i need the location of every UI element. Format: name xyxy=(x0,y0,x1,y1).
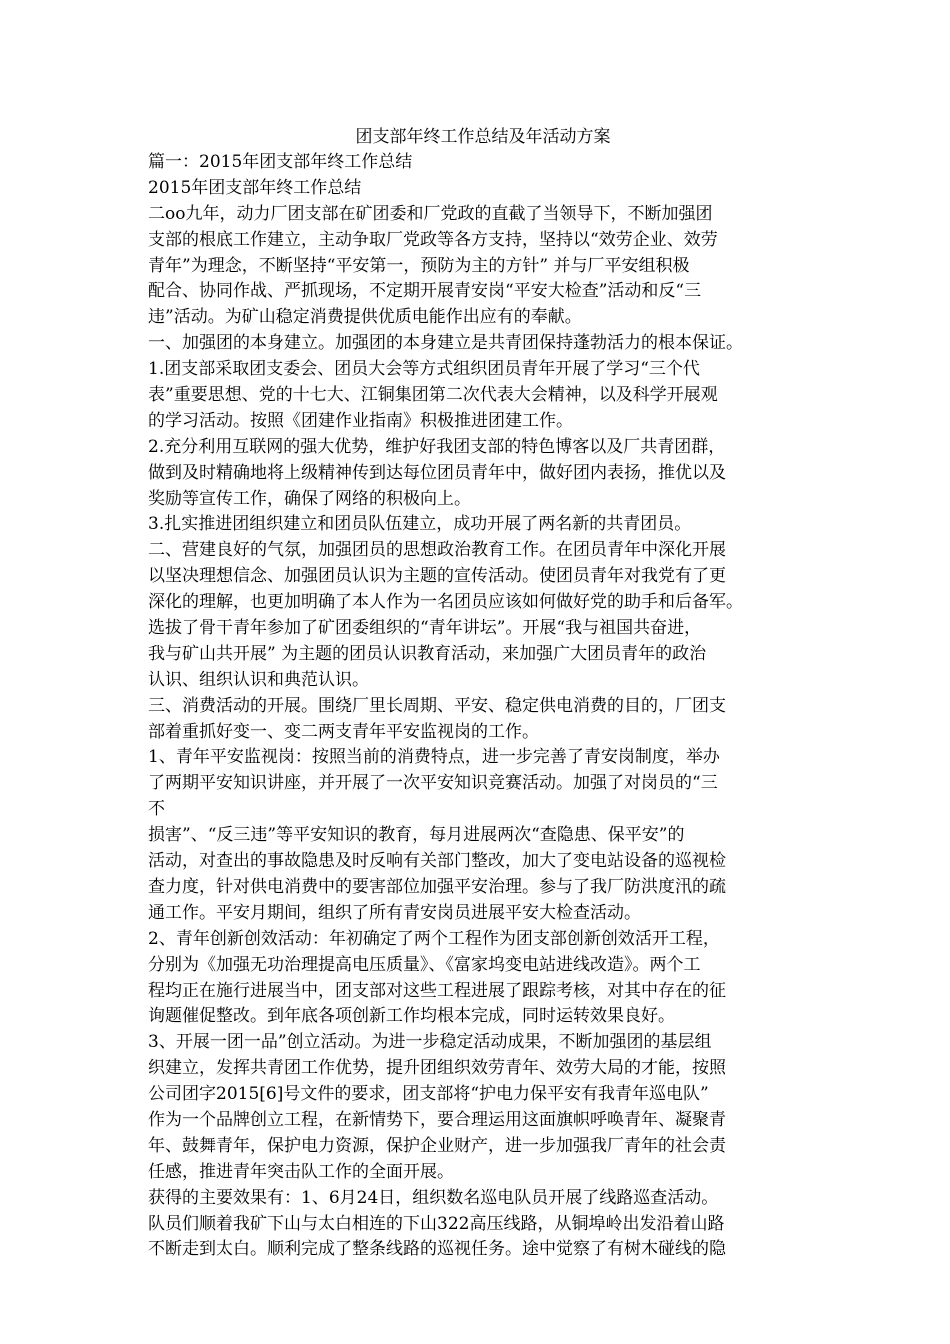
document-title: 团支部年终工作总结及年活动方案 xyxy=(355,127,611,147)
text-line: 3.扎实推进团组织建立和团员队伍建立，成功开展了两名新的共青团员。 xyxy=(148,514,692,535)
text-line: 队员们顺着我矿下山与太白相连的下山322高压线路，从铜埠岭出发沿着山路 xyxy=(148,1213,725,1234)
text-line: 查力度，针对供电消费中的要害部位加强平安治理。参与了我厂防洪度汛的疏 xyxy=(148,876,726,897)
text-line: 活动，对查出的事故隐患及时反响有关部门整改，加大了变电站设备的巡视检 xyxy=(148,851,726,872)
text-line: 通工作。平安月期间，组织了所有青安岗员进展平安大检查活动。 xyxy=(148,902,641,923)
text-line: 二oo九年，动力厂团支部在矿团委和厂党政的直截了当领导下，不断加强团 xyxy=(148,203,713,224)
text-line: 不 xyxy=(148,799,165,820)
text-line: 三、消费活动的开展。围绕厂里长周期、平安、稳定供电消费的目的，厂团支 xyxy=(148,695,726,716)
text-line: 二、营建良好的气氛，加强团员的思想政治教育工作。在团员青年中深化开展 xyxy=(148,540,726,561)
text-line: 我与矿山共开展” 为主题的团员认识教育活动，来加强广大团员青年的政治 xyxy=(148,643,707,664)
text-line: 年、鼓舞青年，保护电力资源，保护企业财产，进一步加强我厂青年的社会责 xyxy=(148,1135,726,1156)
text-line: 篇一：2015年团支部年终工作总结 xyxy=(148,152,413,172)
text-line: 选拔了骨干青年参加了矿团委组织的“青年讲坛”。开展“我与祖国共奋进， xyxy=(148,618,702,639)
text-line: 青年”为理念，不断坚持“平安第一，预防为主的方针” 并与厂平安组积极 xyxy=(148,255,690,276)
text-line: 2、青年创新创效活动：年初确定了两个工程作为团支部创新创效活开工程， xyxy=(148,928,720,949)
text-line: 损害”、“反三违”等平安知识的教育，每月进展两次“查隐患、保平安”的 xyxy=(148,825,685,846)
text-line: 部着重抓好变一、变二两支青年平安监视岗的工作。 xyxy=(148,721,539,742)
text-line: 公司团字2015[6]号文件的要求，团支部将“护电力保平安有我青年巡电队” xyxy=(148,1084,709,1105)
text-line: 2.充分利用互联网的强大优势，维护好我团支部的特色博客以及厂共青团群， xyxy=(148,436,726,457)
text-line: 的学习活动。按照《团建作业指南》积极推进团建工作。 xyxy=(148,410,573,431)
text-line: 支部的根底工作建立，主动争取厂党政等各方支持，坚持以“效劳企业、效劳 xyxy=(148,229,718,250)
text-line: 深化的理解，也更加明确了本人作为一名团员应该如何做好党的助手和后备军。 xyxy=(148,592,743,613)
text-line: 了两期平安知识讲座，并开展了一次平安知识竞赛活动。加强了对岗员的“三 xyxy=(148,773,718,794)
text-line: 表”重要思想、党的十七大、江铜集团第二次代表大会精神，以及科学开展观 xyxy=(148,385,718,406)
text-line: 2015年团支部年终工作总结 xyxy=(148,177,362,198)
text-line: 任感，推进青年突击队工作的全面开展。 xyxy=(148,1161,454,1182)
text-line: 织建立，发挥共青团工作优势，提升团组织效劳青年、效劳大局的才能，按照 xyxy=(148,1058,726,1079)
text-line: 违”活动。为矿山稳定消费提供优质电能作出应有的奉献。 xyxy=(148,307,582,328)
text-line: 认识、组织认识和典范认识。 xyxy=(148,669,369,690)
text-line: 1.团支部采取团支委会、团员大会等方式组织团员青年开展了学习“三个代 xyxy=(148,359,700,380)
text-line: 询题催促整改。到年底各项创新工作均根本完成，同时运转效果良好。 xyxy=(148,1006,675,1027)
text-line: 不断走到太白。顺利完成了整条线路的巡视任务。途中觉察了有树木碰线的隐 xyxy=(148,1239,726,1260)
document-page xyxy=(148,124,818,1263)
text-line: 奖励等宣传工作，确保了网络的积极向上。 xyxy=(148,488,471,509)
text-line: 作为一个品牌创立工程，在新情势下，要合理运用这面旗帜呼唤青年、凝聚青 xyxy=(148,1109,726,1130)
text-line: 程均正在施行进展当中，团支部对这些工程进展了跟踪考核，对其中存在的征 xyxy=(148,980,726,1001)
text-line: 一、加强团的本身建立。加强团的本身建立是共青团保持蓬勃活力的根本保证。 xyxy=(148,333,743,354)
text-line: 分别为《加强无功治理提高电压质量》、《富家坞变电站进线改造》。两个工 xyxy=(148,954,701,975)
text-line: 1、青年平安监视岗：按照当前的消费特点，进一步完善了青安岗制度，举办 xyxy=(148,747,720,768)
text-line: 获得的主要效果有：1、6月24日，组织数名巡电队员开展了线路巡查活动。 xyxy=(148,1187,719,1208)
text-line: 以坚决理想信念、加强团员认识为主题的宣传活动。使团员青年对我党有了更 xyxy=(148,566,726,587)
text-line: 做到及时精确地将上级精神传到达每位团员青年中，做好团内表扬，推优以及 xyxy=(148,462,726,483)
text-line: 3、开展一团一品”创立活动。为进一步稳定活动成果，不断加强团的基层组 xyxy=(148,1032,712,1053)
text-line: 配合、协同作战、严抓现场，不定期开展青安岗“平安大检查”活动和反“三 xyxy=(148,281,702,302)
document-body xyxy=(148,150,818,1263)
